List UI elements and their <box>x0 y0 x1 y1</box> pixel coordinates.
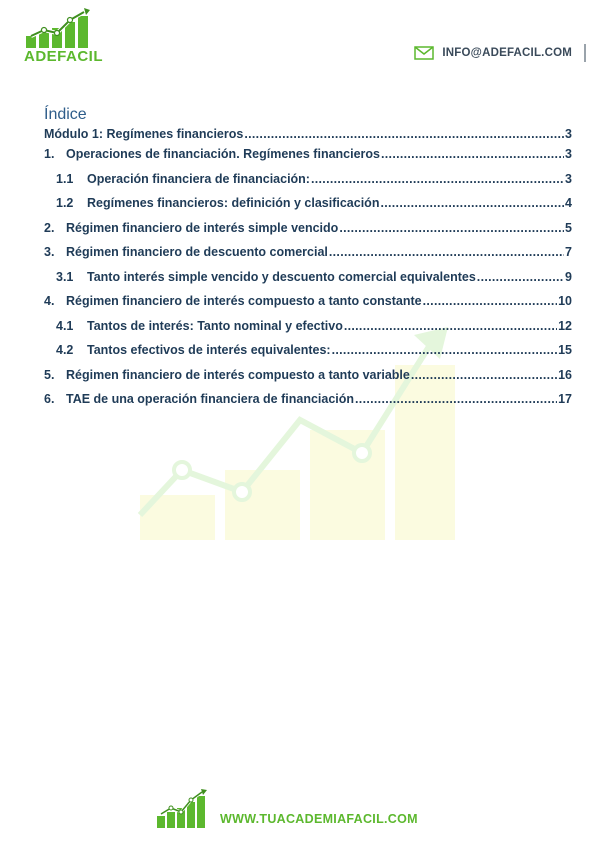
toc-entry-page: 16 <box>558 367 572 382</box>
toc-entry-label: Régimen financiero de interés compuesto a tanto constante <box>66 294 422 308</box>
toc-entry-leader <box>244 127 564 141</box>
toc-entry-page: 15 <box>558 343 572 357</box>
toc-entry-leader <box>339 221 564 235</box>
toc-entry[interactable] <box>44 294 572 319</box>
toc-entry-leader <box>355 392 557 406</box>
toc-entry-page: 3 <box>565 127 572 141</box>
toc-entry-page: 4 <box>565 196 572 210</box>
toc-entry-label: Régimen financiero de descuento comercial <box>66 245 328 259</box>
toc-entry-leader <box>332 343 557 357</box>
footer-url[interactable]: WWW.TUACADEMIAFACIL.COM <box>220 812 418 826</box>
toc-entry[interactable] <box>44 270 572 295</box>
toc-entry-number: 3.1 <box>56 269 74 284</box>
footer <box>155 788 418 830</box>
toc-entry-label: Régimen financiero de interés compuesto a tanto variable <box>66 367 410 382</box>
toc-entry[interactable] <box>44 127 572 147</box>
toc-entry-leader <box>380 196 564 210</box>
toc-entry[interactable] <box>44 196 572 221</box>
header-contact <box>414 44 586 62</box>
toc-entry-label: Tanto interés simple vencido y descuento comercial equivalentes <box>87 269 476 284</box>
toc-entry-label: Módulo 1: Regímenes financieros <box>44 127 244 141</box>
toc-entry-page: 3 <box>565 171 572 186</box>
toc-entry-page: 7 <box>565 245 572 259</box>
toc-entry-number: 4. <box>44 294 55 308</box>
envelope-icon <box>414 46 434 60</box>
toc-entry-label: Operaciones de financiación. Regímenes financieros <box>66 147 380 161</box>
toc-entry[interactable] <box>44 221 572 246</box>
toc-entry-page: 10 <box>558 294 572 308</box>
toc-entry[interactable] <box>44 392 572 417</box>
toc-entry-leader <box>381 147 564 161</box>
toc-entry[interactable] <box>44 368 572 393</box>
adefacil-footer-logo-icon <box>155 788 210 830</box>
toc-entry[interactable] <box>44 319 572 344</box>
toc-entry-page: 12 <box>558 318 572 333</box>
toc-entry-number: 4.2 <box>56 343 74 357</box>
toc-entry-label: TAE de una operación financiera de financiación <box>66 392 355 406</box>
toc-entry-leader <box>411 368 557 382</box>
toc-entry-leader <box>423 294 557 308</box>
header-divider <box>584 44 586 62</box>
toc-entry-number: 5. <box>44 367 55 382</box>
logo-text: ADEFACIL <box>24 48 103 65</box>
toc-entry-page: 3 <box>565 147 572 161</box>
toc-entry-number: 6. <box>44 392 55 406</box>
toc-entry-label: Tantos efectivos de interés equivalentes: <box>87 343 331 357</box>
toc-entry-page: 17 <box>558 392 572 406</box>
toc-entry-number: 3. <box>44 245 55 259</box>
toc-entry-label: Régimen financiero de interés simple vencido <box>66 220 339 235</box>
toc-entry[interactable] <box>44 172 572 197</box>
table-of-contents <box>44 127 572 417</box>
toc-entry[interactable] <box>44 343 572 368</box>
toc-entry-leader <box>311 172 564 186</box>
toc-entry-leader <box>329 245 564 259</box>
toc-entry-label: Regímenes financieros: definición y clasificación <box>87 196 380 210</box>
toc-entry[interactable] <box>44 147 572 172</box>
header-email[interactable]: INFO@ADEFACIL.COM <box>442 47 572 59</box>
toc-entry-label: Operación financiera de financiación: <box>87 171 310 186</box>
toc-title: Índice <box>44 106 87 123</box>
toc-entry-number: 4.1 <box>56 318 74 333</box>
toc-entry-label: Tantos de interés: Tanto nominal y efectivo <box>87 318 343 333</box>
toc-entry-leader <box>344 319 557 333</box>
toc-entry-number: 2. <box>44 220 55 235</box>
toc-entry[interactable] <box>44 245 572 270</box>
toc-entry-page: 5 <box>565 220 572 235</box>
toc-entry-number: 1. <box>44 147 55 161</box>
toc-entry-page: 9 <box>565 269 572 284</box>
toc-entry-leader <box>477 270 564 284</box>
toc-entry-number: 1.2 <box>56 196 74 210</box>
toc-entry-number: 1.1 <box>56 171 74 186</box>
